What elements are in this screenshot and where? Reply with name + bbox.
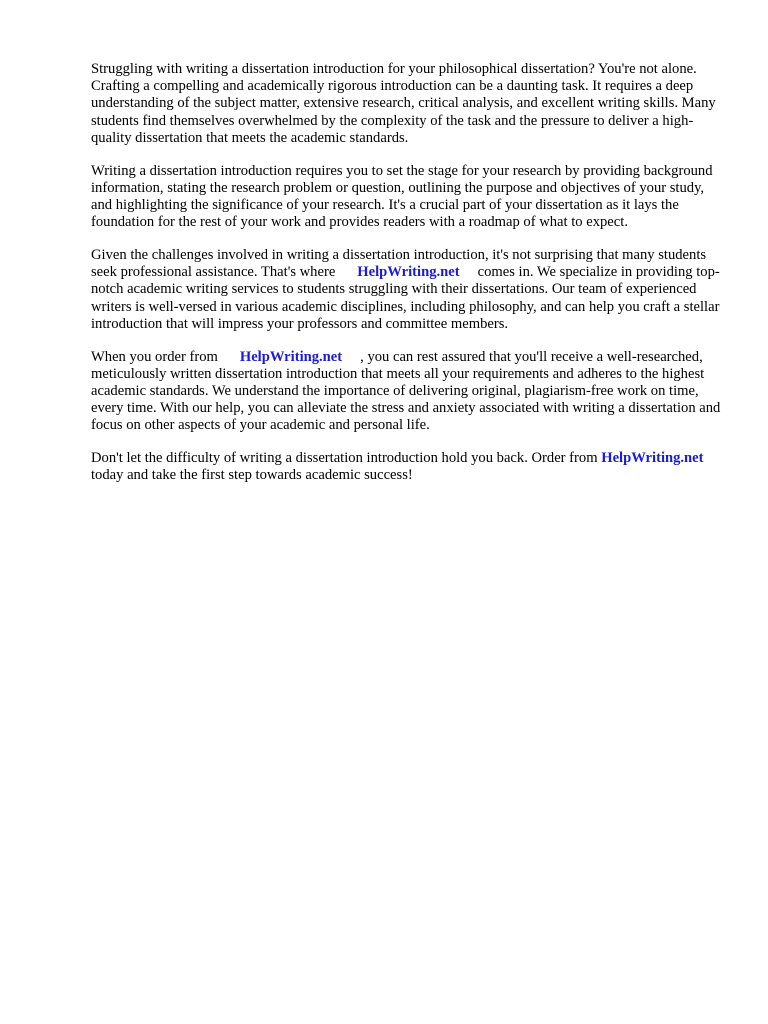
paragraph-2 [91, 163, 727, 232]
helpwriting-link-2[interactable]: HelpWriting.net [239, 348, 343, 365]
paragraph-3 [91, 247, 727, 333]
paragraph-4-text-after: , you can rest assured that you'll receive a well-researched, meticulously written dissertation introduction that meets all your requirements and adheres to the highest academic standards. We understand the importance of delivering original, plagiarism-free work on time, every time. With our help, you can alleviate the stress and anxiety associated with writing a dissertation and focus on other aspects of your academic and personal life. [91, 348, 721, 434]
paragraph-2-text: Writing a dissertation introduction requires you to set the stage for your research by providing background information, stating the research problem or question, outlining the purpose and objectives of your study, and highlighting the significance of your research. It's a crucial part of your dissertation as it lays the foundation for the rest of your work and provides readers with a roadmap of what to expect. [91, 162, 713, 231]
paragraph-5-text-after: today and take the first step towards academic success! [91, 467, 413, 484]
paragraph-3-text-after: comes in. We specialize in providing top-notch academic writing services to students struggling with their dissertations. Our team of experienced writers is well-versed in various academic disciplines, including philosophy, and can help you craft a stellar introduction that will impress your professors and committee members. [91, 264, 720, 332]
helpwriting-link-3[interactable]: HelpWriting.net [601, 450, 704, 467]
document-body [91, 61, 727, 500]
paragraph-3-text-before: Given the challenges involved in writing a dissertation introduction, it's not surprising that many students seek professional assistance. That's where [91, 247, 707, 281]
paragraph-4 [91, 349, 727, 435]
paragraph-1 [91, 61, 727, 147]
paragraph-4-text-before: When you order from [91, 348, 218, 365]
helpwriting-link-1[interactable]: HelpWriting.net [357, 264, 460, 281]
paragraph-1-text: Struggling with writing a dissertation introduction for your philosophical dissertation? You're not alone. Crafting a compelling and academically rigorous introduction can be a daunting task. It requires a deep understanding of the subject matter, extensive research, critical analysis, and excellent writing skills. Many students find themselves overwhelmed by the complexity of the task and the pressure to deliver a high-quality dissertation that meets the academic standards. [91, 61, 716, 146]
paragraph-5 [91, 450, 727, 484]
paragraph-5-text-before: Don't let the difficulty of writing a dissertation introduction hold you back. Order from [91, 450, 598, 467]
